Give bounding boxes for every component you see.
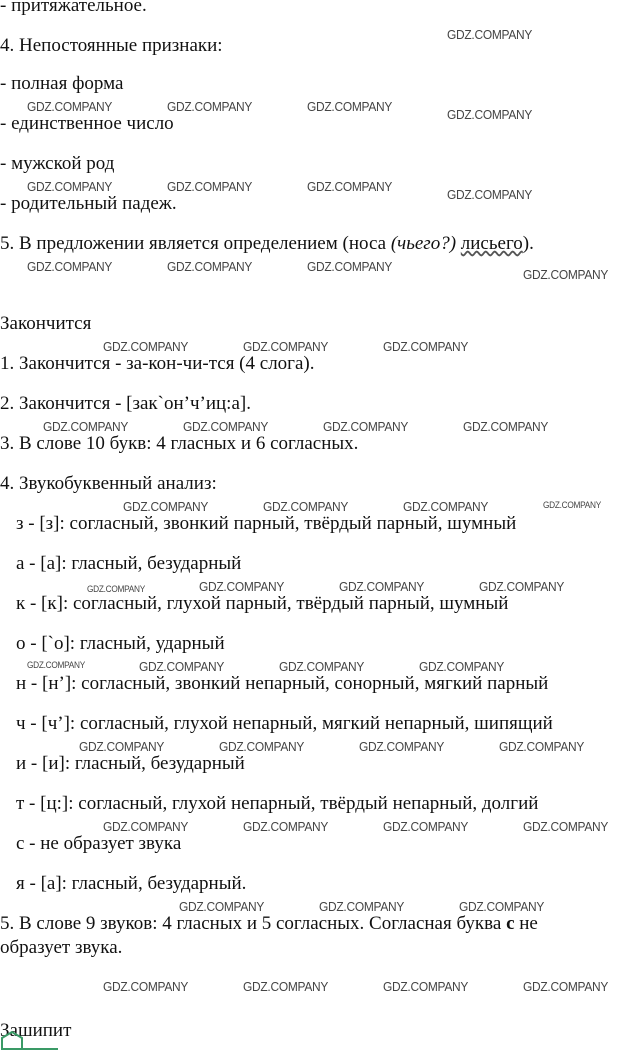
text-line [0, 233, 534, 255]
watermark: GDZ.COMPANY [447, 107, 533, 122]
watermark: GDZ.COMPANY [307, 99, 393, 114]
watermark: GDZ.COMPANY [199, 579, 285, 594]
watermark: GDZ.COMPANY [243, 979, 329, 994]
watermark: GDZ.COMPANY [167, 259, 253, 274]
corner-frame-icon [0, 1030, 60, 1050]
text-span: не [514, 913, 538, 934]
watermark: GDZ.COMPANY [307, 259, 393, 274]
watermark: GDZ.COMPANY [447, 187, 533, 202]
text-line: з - [з]: согласный, звонкий парный, твёрдый парный, шумный [16, 513, 517, 534]
watermark: GDZ.COMPANY [523, 267, 609, 282]
text-line: а - [а]: гласный, безударный [16, 553, 242, 574]
text-line: - родительный падеж. [0, 193, 177, 214]
text-span: 5. В слове 9 звуков: 4 гласных и 5 согласных. Согласная буква [0, 913, 507, 934]
text-line: о - [`о]: гласный, ударный [16, 633, 225, 654]
watermark: GDZ.COMPANY [523, 979, 609, 994]
watermark: GDZ.COMPANY [263, 499, 349, 514]
watermark: GDZ.COMPANY [319, 899, 405, 914]
text-line: 1. Закончится - за-кон-чи-тся (4 слога). [0, 353, 315, 374]
text-line: - мужской род [0, 153, 115, 174]
text-line: к - [к]: согласный, глухой парный, твёрдый парный, шумный [16, 593, 509, 614]
text-line: 4. Непостоянные признаки: [0, 35, 223, 56]
text-line: - единственное число [0, 113, 174, 134]
watermark: GDZ.COMPANY [27, 660, 86, 670]
text-line: - полная форма [0, 73, 124, 94]
watermark: GDZ.COMPANY [139, 659, 225, 674]
watermark: GDZ.COMPANY [183, 419, 269, 434]
watermark: GDZ.COMPANY [383, 979, 469, 994]
underlined-word: лисьего [460, 233, 523, 254]
watermark: GDZ.COMPANY [307, 179, 393, 194]
text-line: я - [а]: гласный, безударный. [16, 873, 247, 894]
watermark: GDZ.COMPANY [87, 584, 146, 594]
text-line: и - [и]: гласный, безударный [16, 753, 245, 774]
watermark: GDZ.COMPANY [383, 819, 469, 834]
watermark: GDZ.COMPANY [27, 259, 113, 274]
watermark: GDZ.COMPANY [167, 99, 253, 114]
watermark: GDZ.COMPANY [523, 819, 609, 834]
text-line: с - не образует звука [16, 833, 182, 854]
text-line: - притяжательное. [0, 0, 147, 16]
watermark: GDZ.COMPANY [339, 579, 425, 594]
text-line: 4. Звукобуквенный анализ: [0, 473, 217, 494]
text-span: 5. В предложении является определением (носа [0, 233, 391, 254]
text-span: ). [522, 233, 534, 254]
watermark: GDZ.COMPANY [447, 27, 533, 42]
watermark: GDZ.COMPANY [479, 579, 565, 594]
watermark: GDZ.COMPANY [103, 979, 189, 994]
watermark: GDZ.COMPANY [403, 499, 489, 514]
watermark: GDZ.COMPANY [27, 99, 113, 114]
watermark: GDZ.COMPANY [459, 899, 545, 914]
text-line: ч - [ч’]: согласный, глухой непарный, мягкий непарный, шипящий [16, 713, 553, 734]
section-heading: Зашипит [0, 1020, 72, 1041]
watermark: GDZ.COMPANY [243, 819, 329, 834]
watermark: GDZ.COMPANY [79, 739, 165, 754]
watermark: GDZ.COMPANY [103, 819, 189, 834]
text-line: н - [н’]: согласный, звонкий непарный, сонорный, мягкий парный [16, 673, 549, 694]
watermark: GDZ.COMPANY [383, 339, 469, 354]
watermark: GDZ.COMPANY [243, 339, 329, 354]
watermark: GDZ.COMPANY [103, 339, 189, 354]
text-line: т - [ц:]: согласный, глухой непарный, твёрдый непарный, долгий [16, 793, 539, 814]
watermark: GDZ.COMPANY [219, 739, 305, 754]
question-span: (чьего?) [390, 233, 457, 254]
watermark: GDZ.COMPANY [179, 899, 265, 914]
watermark: GDZ.COMPANY [419, 659, 505, 674]
watermark: GDZ.COMPANY [323, 419, 409, 434]
watermark: GDZ.COMPANY [463, 419, 549, 434]
watermark: GDZ.COMPANY [543, 500, 602, 510]
section-heading: Закончится [0, 313, 92, 334]
text-line: 3. В слове 10 букв: 4 гласных и 6 согласных. [0, 433, 359, 454]
watermark: GDZ.COMPANY [499, 739, 585, 754]
watermark: GDZ.COMPANY [359, 739, 445, 754]
watermark: GDZ.COMPANY [27, 179, 113, 194]
text-line [0, 913, 538, 935]
text-line: образует звука. [0, 937, 123, 958]
bold-letter: с [506, 913, 515, 934]
text-line: 2. Закончится - [зак`он’ч’иц:а]. [0, 393, 251, 414]
watermark: GDZ.COMPANY [167, 179, 253, 194]
watermark: GDZ.COMPANY [123, 499, 209, 514]
watermark: GDZ.COMPANY [279, 659, 365, 674]
watermark: GDZ.COMPANY [43, 419, 129, 434]
